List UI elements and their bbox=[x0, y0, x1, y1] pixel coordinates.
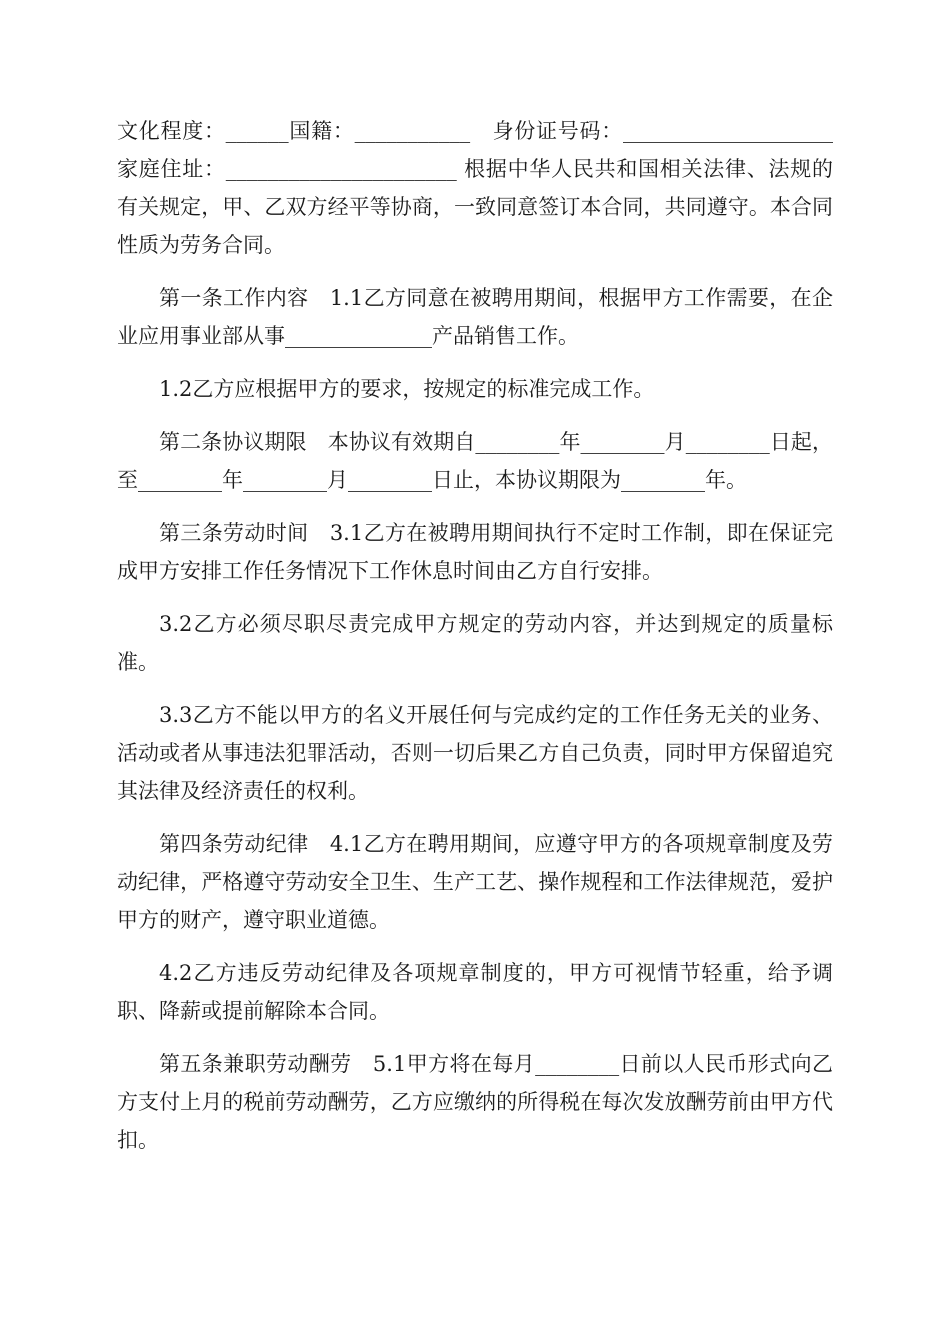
paragraph-article-2-term: 第二条协议期限 本协议有效期自________年________月________日起，至________年________月________日止，本协议期限为________年。 bbox=[117, 430, 833, 492]
paragraph-article-4-2: 4.2乙方违反劳动纪律及各项规章制度的，甲方可视情节轻重，给予调职、降薪或提前解除本合同。 bbox=[117, 961, 833, 1023]
paragraph-article-1-work-content: 第一条工作内容 1.1乙方同意在被聘用期间，根据甲方工作需要，在企业应用事业部从事______________产品销售工作。 bbox=[117, 286, 833, 348]
paragraph-personal-info: 文化程度：______国籍：___________ 身份证号码：____________________ 家庭住址：______________________ 根据中华人民共和国相关法律、法规的有关规定，甲、乙双方经平等协商，一致同意签订本合同，共同遵守。本合同性质为劳务合同。 bbox=[117, 119, 833, 257]
document-body bbox=[117, 112, 833, 1174]
paragraph-article-3-2: 3.2乙方必须尽职尽责完成甲方规定的劳动内容，并达到规定的质量标准。 bbox=[117, 612, 833, 674]
paragraph-article-3-working-hours: 第三条劳动时间 3.1乙方在被聘用期间执行不定时工作制，即在保证完成甲方安排工作任务情况下工作休息时间由乙方自行安排。 bbox=[117, 521, 833, 583]
paragraph-article-5-remuneration: 第五条兼职劳动酬劳 5.1甲方将在每月________日前以人民币形式向乙方支付上月的税前劳动酬劳，乙方应缴纳的所得税在每次发放酬劳前由甲方代扣。 bbox=[117, 1052, 833, 1152]
paragraph-article-1-2: 1.2乙方应根据甲方的要求，按规定的标准完成工作。 bbox=[159, 377, 655, 401]
paragraph-article-3-3: 3.3乙方不能以甲方的名义开展任何与完成约定的工作任务无关的业务、活动或者从事违法犯罪活动，否则一切后果乙方自己负责，同时甲方保留追究其法律及经济责任的权利。 bbox=[117, 703, 833, 803]
paragraph-article-4-discipline: 第四条劳动纪律 4.1乙方在聘用期间，应遵守甲方的各项规章制度及劳动纪律，严格遵守劳动安全卫生、生产工艺、操作规程和工作法律规范，爱护甲方的财产，遵守职业道德。 bbox=[117, 832, 833, 932]
